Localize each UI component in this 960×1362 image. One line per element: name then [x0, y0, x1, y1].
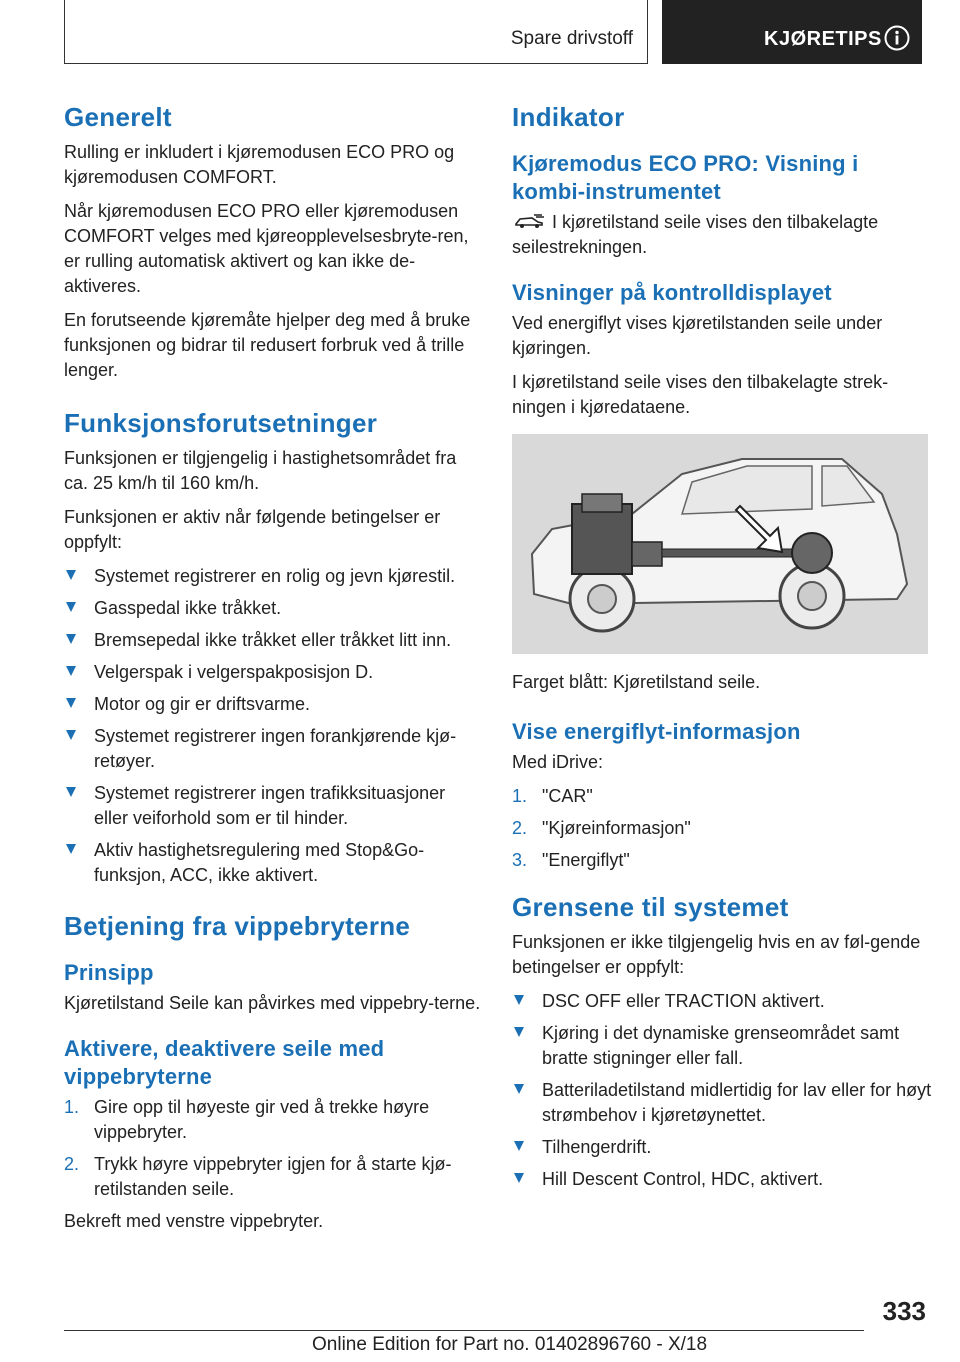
list-item: Hill Descent Control, HDC, aktivert.	[512, 1167, 932, 1192]
paragraph: En forutseende kjøremåte hjelper deg med å bruke funksjonen og bidrar til redusert forbruk ved å trille lenger.	[64, 310, 471, 380]
heading-funksjonsforutsetninger: Funksjonsforutsetninger	[64, 408, 378, 438]
triangle-bullet-icon	[66, 666, 76, 676]
heading-aktivere: Aktivere, deaktivere seile med vippebryterne	[64, 1036, 385, 1089]
list-item: Aktiv hastighetsregulering med Stop&Go-funksjon, ACC, ikke aktivert.	[64, 838, 484, 888]
list-item: 3. "Energiflyt"	[512, 850, 630, 870]
heading-eco-pro: Kjøremodus ECO PRO: Visning i kombi-instrumentet	[512, 151, 859, 204]
paragraph: I kjøretilstand seile vises den tilbakelagte strek-ningen i kjøredataene.	[512, 372, 889, 417]
chapter-tab-label: KJØRETIPS	[764, 28, 882, 50]
triangle-bullet-icon	[514, 1173, 524, 1183]
paragraph: Funksjonen er tilgjengelig i hastighetsområdet fra ca. 25 km/h til 160 km/h.	[64, 448, 457, 493]
list-item: Systemet registrerer ingen forankjørende kjø-retøyer.	[64, 724, 484, 774]
paragraph: Når kjøremodusen ECO PRO eller kjøremodusen COMFORT velges med kjøreopplevelsesbryte-ren, er rulling automatisk aktivert og kan ikke de-aktiveres.	[64, 201, 469, 296]
triangle-bullet-icon	[514, 1027, 524, 1037]
heading-prinsipp: Prinsipp	[64, 960, 154, 985]
triangle-bullet-icon	[514, 995, 524, 1005]
triangle-bullet-icon	[66, 698, 76, 708]
paragraph: Bekreft med venstre vippebryter.	[64, 1211, 324, 1231]
paragraph: Rulling er inkludert i kjøremodusen ECO PRO og kjøremodusen COMFORT.	[64, 142, 455, 187]
list-item: Tilhengerdrift.	[512, 1135, 932, 1160]
triangle-bullet-icon	[514, 1084, 524, 1094]
right-column	[512, 100, 932, 1199]
info-icon[interactable]	[884, 25, 910, 51]
list-item: 1. "CAR"	[512, 786, 593, 806]
section-header-box	[64, 0, 648, 64]
sailing-car-icon	[512, 213, 546, 229]
car-illustration-svg	[512, 434, 928, 654]
triangle-bullet-icon	[66, 602, 76, 612]
heading-indikator: Indikator	[512, 102, 625, 132]
list-item: Motor og gir er driftsvarme.	[64, 692, 484, 717]
heading-betjening: Betjening fra vippebryterne	[64, 911, 411, 941]
list-item: Systemet registrerer ingen trafikksituasjoner eller veiforhold som er til hinder.	[64, 781, 484, 831]
list-item: Bremsepedal ikke tråkket eller tråkket litt inn.	[64, 628, 484, 653]
heading-grensene: Grensene til systemet	[512, 892, 789, 922]
heading-visninger: Visninger på kontrolldisplayet	[512, 280, 832, 305]
footer-edition: Online Edition for Part no. 01402896760 - X/18	[312, 1334, 708, 1355]
triangle-bullet-icon	[514, 1141, 524, 1151]
paragraph: Funksjonen er ikke tilgjengelig hvis en av føl-gende betingelser er oppfylt:	[512, 932, 921, 977]
section-title: Spare drivstoff	[510, 28, 633, 49]
heading-generelt: Generelt	[64, 102, 172, 132]
list-item: DSC OFF eller TRACTION aktivert.	[512, 989, 932, 1014]
paragraph: I kjøretilstand seile vises den tilbakelagte seilestrekningen.	[512, 212, 879, 257]
car-drivetrain-illustration	[512, 434, 928, 654]
page-header	[0, 0, 960, 66]
triangle-bullet-icon	[66, 570, 76, 580]
triangle-bullet-icon	[66, 787, 76, 797]
paragraph: Kjøretilstand Seile kan påvirkes med vippebry-terne.	[64, 993, 481, 1013]
paragraph: Ved energiflyt vises kjøretilstanden seile under kjøringen.	[512, 313, 883, 358]
chapter-tab[interactable]	[662, 0, 922, 64]
list-item: 1. Gire opp til høyeste gir ved å trekke høyre vippebryter.	[64, 1097, 430, 1142]
list-item: 2. "Kjøreinformasjon"	[512, 818, 691, 838]
conditions-list	[64, 564, 484, 888]
paragraph: Funksjonen er aktiv når følgende betingelser er oppfylt:	[64, 507, 441, 552]
list-item: 2. Trykk høyre vippebryter igjen for å starte kjø-retilstanden seile.	[64, 1154, 452, 1199]
paragraph: Med iDrive:	[512, 752, 604, 772]
list-item: Kjøring i det dynamiske grenseområdet samt bratte stigninger eller fall.	[512, 1021, 932, 1071]
page-number: 333	[882, 1296, 926, 1326]
triangle-bullet-icon	[66, 634, 76, 644]
heading-energiflyt: Vise energiflyt-informasjon	[512, 719, 801, 744]
triangle-bullet-icon	[66, 730, 76, 740]
image-caption: Farget blått: Kjøretilstand seile.	[512, 672, 761, 692]
list-item: Velgerspak i velgerspakposisjon D.	[64, 660, 484, 685]
limitations-list	[512, 989, 932, 1192]
list-item: Batteriladetilstand midlertidig for lav eller for høyt strømbehov i kjøretøynettet.	[512, 1078, 932, 1128]
steps-list	[64, 1095, 484, 1202]
list-item: Gasspedal ikke tråkket.	[64, 596, 484, 621]
footer-divider	[64, 1330, 864, 1331]
triangle-bullet-icon	[66, 844, 76, 854]
list-item: Systemet registrerer en rolig og jevn kjørestil.	[64, 564, 484, 589]
left-column	[64, 100, 484, 1243]
steps-list	[512, 784, 932, 873]
